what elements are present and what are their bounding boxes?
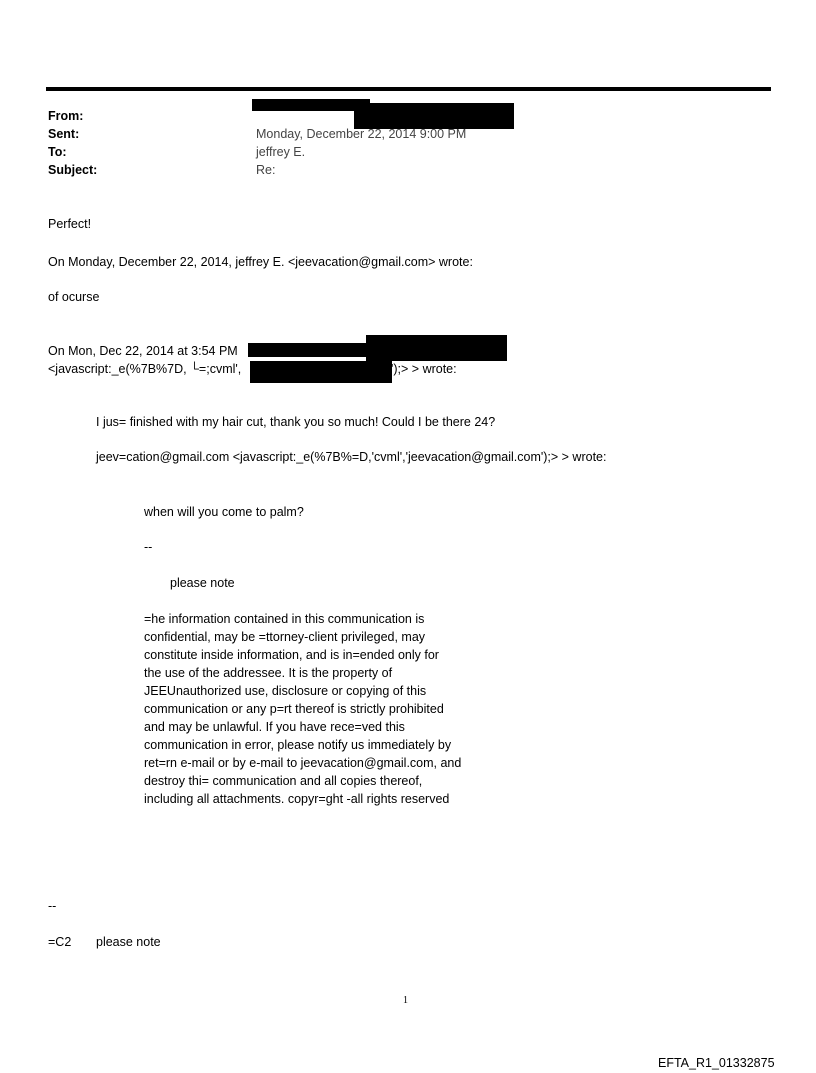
page-number: 1 [403, 995, 408, 1006]
from-label: From: [48, 109, 84, 123]
footer-dashes: -- [48, 899, 57, 913]
sent-value: Monday, December 22, 2014 9:00 PM [256, 127, 467, 141]
disclaimer-text: =he information contained in this communication is confidential, may be =ttorney-client privileged, may constitute inside information, and is in=ended only for the use of the addressee. It is the property of JEEUnauthorized use, disclosure or copying of this communication or any p=rt thereof is strictly prohibited and may be unlawful. If you have rece=ved this communication in error, please notify us immediately by ret=rn e-mail or by e-mail to jeevacation@gmail.com, and destroy thi= communication and all copies thereof, including all attachments. copyr=ght -all rights reserved [144, 612, 462, 806]
quote2-please-note: please note [170, 576, 235, 590]
footer-code: =C2 [48, 935, 72, 949]
bates-number: EFTA_R1_01332875 [658, 1056, 775, 1070]
footer-please-note: please note [96, 935, 161, 949]
body-line-perfect: Perfect! [48, 217, 92, 231]
to-value: jeffrey E. [256, 145, 306, 159]
subject-label: Subject: [48, 163, 98, 177]
redaction-quote-2 [366, 335, 507, 361]
quote1-line-2: jeev=cation@gmail.com <javascript:_e(%7B%=D,'cvml','jeevacation@gmail.com');> > wrote: [96, 450, 607, 464]
subject-value: Re: [256, 163, 276, 177]
quote2-line-1: when will you come to palm? [144, 505, 304, 519]
quote1-line-1: I jus= finished with my hair cut, thank you so much! Could I be there 24? [96, 415, 496, 429]
quote-header-line-2: <javascript:_e(%7B%7D, └=;cvml', [48, 362, 242, 376]
redaction-quote-1 [248, 343, 366, 357]
quote2-dashes: -- [144, 540, 153, 554]
to-label: To: [48, 145, 67, 159]
redaction-quote-3 [250, 361, 392, 383]
quote-header-line-1: On Mon, Dec 22, 2014 at 3:54 PM [48, 344, 238, 358]
body-line-reply-header: On Monday, December 22, 2014, jeffrey E. <jeevacation@gmail.com> wrote: [48, 255, 473, 269]
body-line-of-course: of ocurse [48, 290, 100, 304]
sent-label: Sent: [48, 127, 80, 141]
redaction-from-1 [252, 99, 370, 111]
quote-header-line-2-end: ');> > wrote: [391, 362, 457, 376]
header-rule [46, 87, 771, 91]
